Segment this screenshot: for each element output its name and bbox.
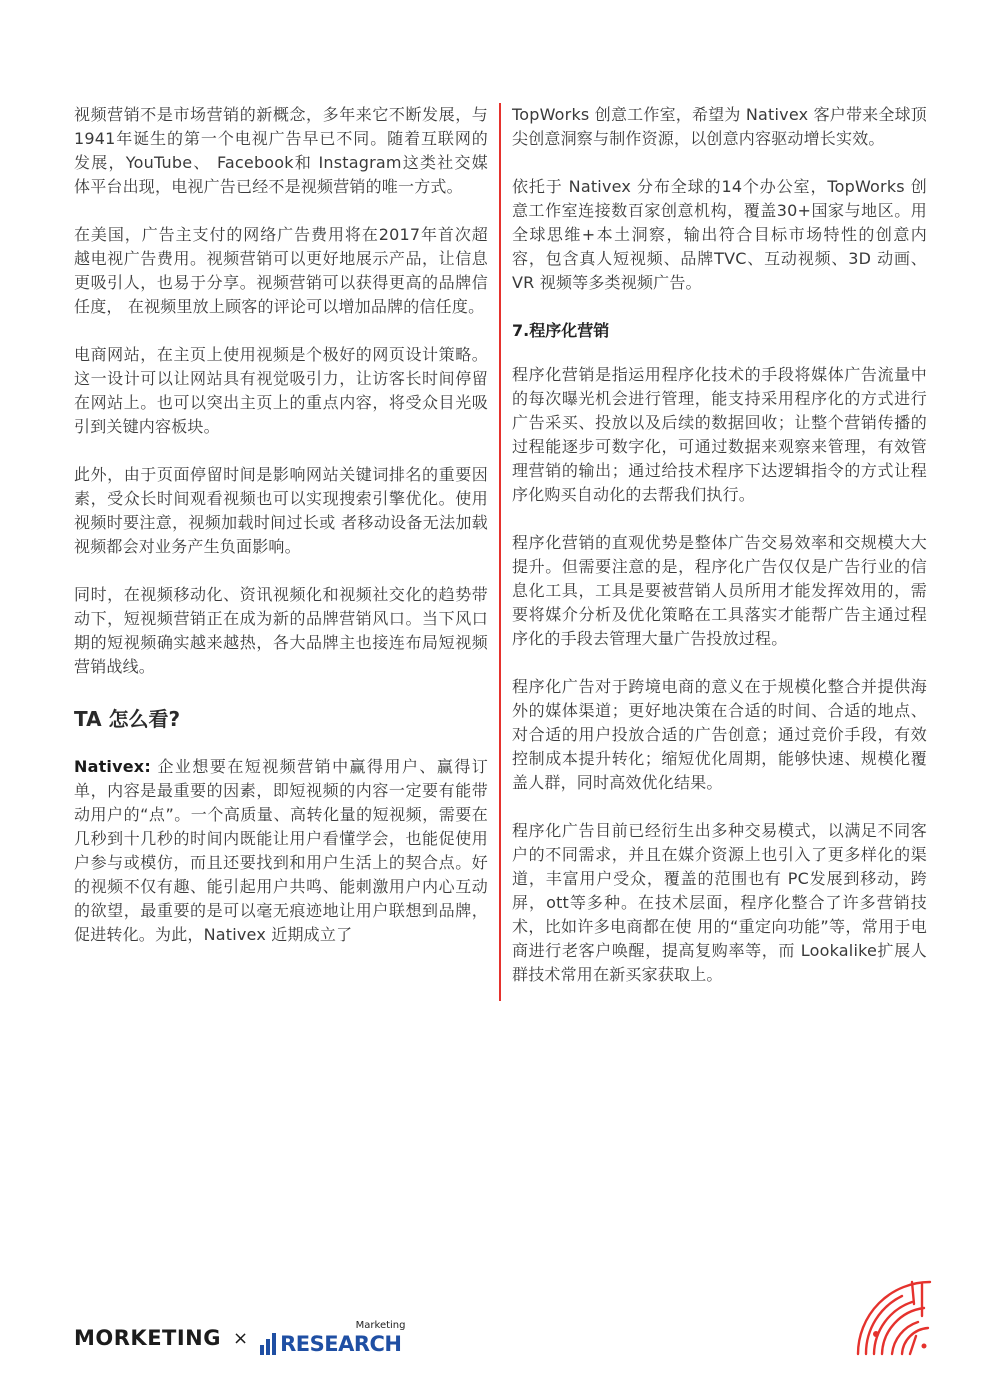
paragraph: 依托于 Nativex 分布全球的14个办公室，TopWorks 创意工作室连接数百家创意机构，覆盖30+国家与地区。用全球思维+本土洞察，输出符合目标市场特性的创意内容，包含真人短视频、品牌TVC、互动视频、3D 动画、VR 视频等多类视频广告。 [512,177,927,292]
paragraph: TopWorks 创意工作室，希望为 Nativex 客户带来全球顶尖创意洞察与制作资源，以创意内容驱动增长实效。 [512,105,927,148]
interview-text: 企业想要在短视频营销中赢得用户、赢得订单，内容是最重要的因素，即短视频的内容一定要有能带动用户的“点”。一个高质量、高转化量的短视频，需要在几秒到十几秒的时间内既能让用户看懂学会，也能促使用户参与或模仿，而且还要找到和用户生活上的契合点。好的视频不仅有趣、能引起用户共鸣、能刺激用户内心互动的欲望，最重要的是可以毫无痕迹地让用户联想到品牌，促进转化。为此，Nativex 近期成立了 [74,757,488,944]
paragraph: 此外，由于页面停留时间是影响网站关键词排名的重要因素，受众长时间观看视频也可以实现搜索引擎优化。使用视频时要注意，视频加载时间过长或 者移动设备无法加载视频都会对业务产生负面影响。 [74,465,488,556]
paragraph: 程序化广告目前已经衍生出多种交易模式，以满足不同客户的不同需求，并且在媒介资源上也引入了更多样化的渠道，丰富用户受众，覆盖的范围也有 PC发展到移动，跨屏，ott等多种。在技术层面，程序化整合了许多营销技术，比如许多电商都在使 用的“重定向功能”等，常用于电商进行老客户唤醒，提高复购率等，而 Lookalike扩展人群技术常用在新买家获取上。 [512,821,927,984]
interview-paragraph [74,755,488,947]
marketing-small-label: Marketing [355,1320,406,1331]
paragraph: 程序化广告对于跨境电商的意义在于规模化整合并提供海外的媒体渠道；更好地决策在合适的时间、合适的地点、对合适的用户投放合适的广告创意；通过竞价手段，有效控制成本提升转化；缩短优化周期，能够快速、规模化覆盖人群，同时高效优化结果。 [512,677,927,792]
paragraph: 同时，在视频移动化、资讯视频化和视频社交化的趋势带动下，短视频营销正在成为新的品牌营销风口。当下风口期的短视频确实越来越热，各大品牌主也接连布局短视频营销战线。 [74,585,488,676]
subheading: 7.程序化营销 [512,321,610,340]
footer-logos [74,1318,406,1358]
bars-icon [260,1333,278,1355]
morketing-logo: MORKETING [74,1326,221,1350]
paragraph: 在美国，广告主支付的网络广告费用将在2017年首次超越电视广告费用。视频营销可以更好地展示产品，让信息更吸引人，也易于分享。视频营销可以获得更高的品牌信任度， 在视频里放上顾客的评论可以增加品牌的信任度。 [74,225,488,316]
paragraph: 程序化营销是指运用程序化技术的手段将媒体广告流量中的每次曝光机会进行管理，能支持采用程序化的方式进行广告采买、投放以及后续的数据回收；让整个营销传播的过程能逐步可数字化，可通过数据来观察来管理，有效管理营销的输出；通过给技术程序下达逻辑指令的方式让程序化购买自动化的去帮我们执行。 [512,365,927,504]
paragraph: 视频营销不是市场营销的新概念，多年来它不断发展，与1941年诞生的第一个电视广告早已不同。随着互联网的发展，YouTube、 Facebook和 Instagram这类社交媒体平台出现，电视广告已经不是视频营销的唯一方式。 [74,105,488,196]
marketing-research-logo [260,1320,406,1356]
logo-arc-icon [852,1276,932,1356]
left-column [74,103,488,971]
column-divider [499,103,501,1001]
paragraph: 电商网站，在主页上使用视频是个极好的网页设计策略。这一设计可以让网站具有视觉吸引力，让访客长时间停留在网站上。也可以突出主页上的重点内容，将受众目光吸引到关键内容板块。 [74,345,488,436]
section-heading: TA 怎么看? [74,707,181,731]
paragraph: 程序化营销的直观优势是整体广告交易效率和交规模大大提升。但需要注意的是，程序化广告仅仅是广告行业的信息化工具，工具是要被营销人员所用才能发挥效用的，需要将媒介分析及优化策略在工具落实才能帮广告主通过程序化的手段去管理大量广告投放过程。 [512,533,927,648]
speaker-label: Nativex: [74,757,151,776]
right-column [512,103,927,1011]
separator: × [233,1327,249,1349]
research-wordmark: RESEARCH [280,1332,402,1356]
